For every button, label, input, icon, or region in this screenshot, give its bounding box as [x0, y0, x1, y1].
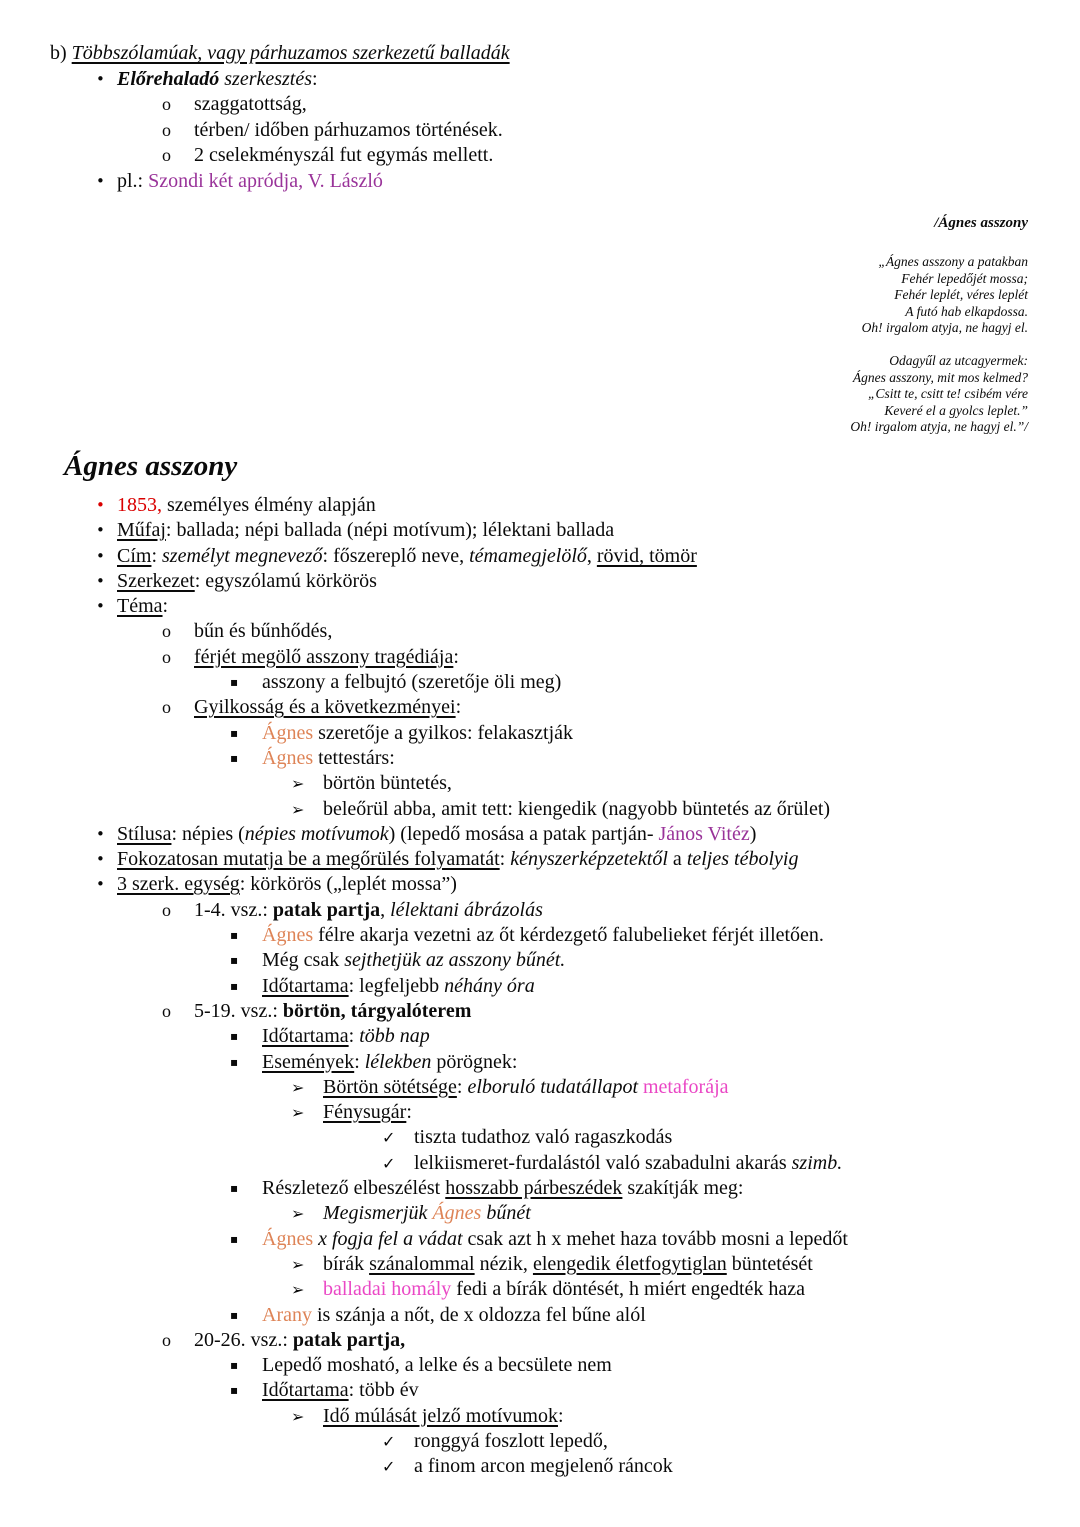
list-line [0, 771, 1080, 796]
text-run: Téma [117, 595, 163, 618]
text-run: 2 cselekményszál fut egymás mellett. [194, 144, 494, 166]
circle-bullet-icon: o [162, 1000, 171, 1021]
text-run: x fogja fel a vádat [318, 1227, 463, 1250]
text-run: több nap [359, 1025, 430, 1048]
list-line [0, 1353, 1080, 1378]
text-run: : egyszólamú körkörös [194, 569, 377, 592]
disc-bullet-icon: • [96, 597, 105, 616]
text-run: személyt megnevező [162, 544, 323, 567]
text-run: szerkesztés [219, 67, 313, 90]
text-run: : főszereplő neve, [322, 544, 470, 567]
circle-bullet-icon: o [162, 697, 171, 718]
text-run: 20-26. vsz.: [194, 1328, 293, 1351]
text-run: a [667, 848, 687, 871]
text-run: börtön büntetés, [323, 772, 452, 795]
disc-bullet-icon: • [96, 824, 105, 843]
disc-bullet-icon: • [96, 546, 105, 565]
circle-bullet-icon: o [162, 1329, 171, 1350]
list-line [0, 1176, 1080, 1201]
list-line [0, 695, 1080, 720]
text-run: Előrehaladó [117, 67, 220, 90]
text-run: : [312, 67, 318, 90]
text-run: személyes élmény alapján [162, 494, 376, 516]
text-run: témamegjelölő [469, 544, 587, 567]
text-run: Ágnes [262, 746, 314, 769]
list-line [0, 670, 1080, 695]
poem-line: „Ágnes asszony a patakban [878, 254, 1028, 269]
square-bullet-icon: ▪ [230, 953, 239, 968]
disc-bullet-icon: • [96, 850, 105, 869]
text-run: : [453, 645, 459, 668]
poem-line: „Csitt te, csitt te! csibém vére [868, 386, 1028, 402]
square-bullet-icon: ▪ [230, 1181, 239, 1196]
text-run: Időtartama [262, 974, 349, 997]
check-bullet-icon: ✓ [382, 1153, 396, 1173]
text-run: beleőrül abba, amit tett: kiengedik (nagyobb büntetés az őrület) [323, 797, 831, 820]
circle-bullet-icon: o [162, 899, 171, 920]
text-run: asszony a felbujtó (szeretője öli meg) [262, 671, 562, 694]
arrow-bullet-icon: ➢ [291, 1254, 305, 1274]
text-run: Események [262, 1050, 355, 1073]
text-run: 1853, [117, 494, 162, 516]
text-run: 3 szerk. egység [117, 873, 240, 896]
square-bullet-icon: ▪ [230, 750, 239, 765]
text-run: lélekben [364, 1050, 432, 1073]
text-run: Többszólamúak, vagy párhuzamos szerkezetű balladák [71, 42, 510, 64]
intro-list-section [0, 41, 1080, 194]
text-run: 5-19. vsz.: [194, 999, 283, 1022]
text-run: , [380, 898, 391, 921]
text-run: elboruló tudatállapot [467, 1075, 638, 1098]
text-run: térben/ időben párhuzamos történések. [194, 118, 503, 141]
list-line [0, 797, 1080, 822]
text-run: : [162, 595, 169, 618]
list-line [0, 1227, 1080, 1252]
poem-line: Oh! irgalom atyja, ne hagyj el.”/ [850, 419, 1028, 435]
text-run: börtön, tárgyalóterem [282, 999, 472, 1022]
list-line [0, 1328, 1080, 1353]
list-line [0, 569, 1080, 594]
text-run: Fénysugár [323, 1101, 407, 1124]
list-line [0, 118, 1080, 144]
text-run: sejthetjük az asszony bűnét. [344, 949, 566, 972]
poem-line: A futó hab elkapdossa. [905, 303, 1028, 319]
list-line [0, 544, 1080, 569]
text-run: Arany [262, 1303, 312, 1326]
text-run: Szondi két apródja, V. László [148, 169, 383, 192]
disc-bullet-icon: • [96, 875, 105, 894]
disc-bullet-icon: • [96, 571, 105, 590]
agnes-asszony-heading: Ágnes asszony [64, 450, 238, 482]
poem-line: Fehér lepedőjét mossa; [901, 270, 1028, 286]
text-run: ronggyá foszlott lepedő, [414, 1429, 608, 1452]
text-run: a finom arcon megjelenő ráncok [414, 1455, 673, 1478]
circle-bullet-icon: o [162, 621, 171, 642]
disc-bullet-icon: • [96, 521, 105, 540]
list-line [0, 1151, 1080, 1176]
text-run: Ágnes [432, 1202, 482, 1225]
text-run: is szánja a nőt, de x oldozza fel bűne alól [311, 1303, 646, 1326]
arrow-bullet-icon: ➢ [291, 799, 305, 819]
text-run: elengedik életfogytiglan [532, 1252, 727, 1275]
square-bullet-icon: ▪ [230, 1383, 239, 1398]
circle-bullet-icon: o [162, 145, 171, 165]
text-run: Börtön sötétsége [323, 1075, 457, 1098]
text-run: Lepedő mosható, a lelke és a becsülete nem [262, 1354, 612, 1377]
list-line [0, 1277, 1080, 1302]
text-run: ) [749, 822, 757, 845]
text-run: népies motívumok [244, 822, 389, 845]
list-line [0, 1100, 1080, 1125]
text-run: Ágnes [262, 1227, 314, 1250]
text-run: : [348, 1025, 360, 1048]
text-run: pl.: [117, 169, 149, 192]
list-line [0, 619, 1080, 644]
text-run: Gyilkosság és a következményei [194, 696, 456, 719]
list-line [0, 746, 1080, 771]
text-run: Időtartama [262, 1379, 349, 1402]
list-line [0, 721, 1080, 746]
list-line [0, 1050, 1080, 1075]
text-run: tiszta tudathoz való ragaszkodás [414, 1126, 673, 1149]
text-run: : [455, 696, 462, 719]
square-bullet-icon: ▪ [230, 1307, 239, 1322]
text-run: : [354, 1050, 365, 1073]
list-line [0, 1303, 1080, 1328]
text-run: néhány óra [444, 974, 535, 997]
text-run: szánalommal [369, 1252, 475, 1275]
text-run: Idő múlását jelző motívumok [323, 1404, 558, 1427]
text-run: Ágnes [262, 721, 314, 744]
arrow-bullet-icon: ➢ [291, 1406, 305, 1426]
poem-stanza [850, 353, 1028, 436]
text-run: : népies ( [171, 822, 245, 845]
check-bullet-icon: ✓ [382, 1457, 396, 1477]
text-run: patak partja, [292, 1328, 406, 1351]
arrow-bullet-icon: ➢ [291, 1280, 305, 1300]
text-run: lelkiismeret-furdalástól való szabadulni akarás [414, 1151, 792, 1174]
list-line [0, 41, 1080, 67]
text-run: b) [50, 42, 72, 64]
disc-bullet-icon: • [96, 496, 105, 514]
circle-bullet-icon: o [162, 94, 171, 114]
poem-quote-title: /Ágnes asszony [934, 215, 1028, 231]
text-run: pörögnek: [431, 1050, 518, 1073]
list-line [0, 872, 1080, 897]
list-line [0, 999, 1080, 1024]
text-run: : legfeljebb [348, 974, 445, 997]
text-run: Ágnes [262, 924, 314, 947]
text-run: : [456, 1075, 468, 1098]
list-line [0, 1378, 1080, 1403]
list-line [0, 1404, 1080, 1429]
poem-line: Odagyűl az utcagyermek: [889, 353, 1028, 368]
list-line [0, 898, 1080, 923]
text-run: : [406, 1101, 412, 1124]
text-run: bírák [323, 1252, 370, 1275]
list-line [0, 67, 1080, 93]
text-run: , [586, 544, 597, 567]
text-run: rövid, tömör [596, 544, 697, 567]
text-run: csak azt h x mehet haza tovább mosni a lepedőt [462, 1227, 848, 1250]
square-bullet-icon: ▪ [230, 928, 239, 943]
list-line [0, 1454, 1080, 1479]
list-line [0, 493, 1080, 518]
text-run: ) (lepedő mosása a patak partján- [388, 822, 659, 845]
list-line [0, 1252, 1080, 1277]
text-run: Megismerjük [323, 1202, 433, 1225]
list-line [0, 1075, 1080, 1100]
text-run: bűnét [481, 1202, 531, 1225]
square-bullet-icon: ▪ [230, 978, 239, 993]
arrow-bullet-icon: ➢ [291, 1204, 305, 1224]
text-run: Részletező elbeszélést [262, 1177, 446, 1200]
text-run: : [557, 1404, 564, 1427]
list-line [0, 1429, 1080, 1454]
check-bullet-icon: ✓ [382, 1431, 396, 1451]
text-run: : körkörös („leplét mossa”) [239, 873, 457, 896]
text-run: : [151, 544, 163, 567]
square-bullet-icon: ▪ [230, 675, 239, 690]
text-run: Szerkezet [117, 569, 195, 592]
circle-bullet-icon: o [162, 646, 171, 667]
text-run: félre akarja vezetni az őt kérdezgető falubelieket férjét illetően. [313, 924, 824, 947]
text-run: balladai homály [323, 1278, 452, 1301]
square-bullet-icon: ▪ [230, 1358, 239, 1373]
text-run: szaggatottság, [194, 93, 307, 115]
text-run: teljes tébolyig [686, 848, 799, 871]
list-line [0, 822, 1080, 847]
disc-bullet-icon: • [96, 69, 105, 88]
poem-line: Oh! irgalom atyja, ne hagyj el. [861, 320, 1028, 336]
list-line [0, 594, 1080, 619]
notes-list-section [0, 493, 1080, 1480]
text-run: : több év [348, 1379, 419, 1402]
check-bullet-icon: ✓ [382, 1128, 396, 1148]
text-run: fedi a bírák döntését, h miért engedték haza [451, 1278, 806, 1301]
text-run: hosszabb párbeszédek [445, 1177, 623, 1200]
text-run: férjét megölő asszony tragédiája [194, 645, 454, 668]
text-run: tettestárs: [313, 746, 395, 769]
disc-bullet-icon: • [96, 171, 105, 190]
circle-bullet-icon: o [162, 119, 171, 140]
poem-stanza [862, 254, 1028, 337]
list-line [0, 518, 1080, 543]
poem-line: Fehér leplét, véres leplét [894, 287, 1028, 303]
text-run: kényszerképzetektől [510, 848, 668, 871]
arrow-bullet-icon: ➢ [291, 1077, 305, 1097]
list-line [0, 92, 1080, 118]
list-line [0, 1024, 1080, 1049]
poem-line: Ágnes asszony, mit mos kelmed? [852, 369, 1028, 385]
text-run: büntetését [726, 1252, 813, 1275]
text-run: Még csak [262, 949, 345, 972]
text-run: bűn és bűnhődés, [194, 620, 333, 643]
list-line [0, 143, 1080, 169]
text-run: Fokozatosan mutatja be a megőrülés folyamatát [117, 848, 500, 871]
text-run: : ballada; népi ballada (népi motívum); lélektani ballada [165, 519, 615, 542]
square-bullet-icon: ▪ [230, 1054, 239, 1069]
text-run: 1-4. vsz.: [194, 898, 273, 921]
poem-line: Keveré el a gyolcs leplet.” [884, 402, 1028, 418]
text-run: : [499, 848, 511, 871]
list-line [0, 923, 1080, 948]
list-line [0, 1125, 1080, 1150]
list-line [0, 169, 1080, 195]
text-run: szeretője a gyilkos: felakasztják [313, 721, 574, 744]
text-run: János Vitéz [658, 822, 750, 845]
list-line [0, 645, 1080, 670]
text-run: szakítják meg: [622, 1177, 744, 1200]
square-bullet-icon: ▪ [230, 1029, 239, 1044]
list-line [0, 847, 1080, 872]
text-run: Időtartama [262, 1025, 349, 1048]
arrow-bullet-icon: ➢ [291, 774, 305, 794]
list-line [0, 1201, 1080, 1226]
text-run: nézik, [474, 1252, 533, 1275]
text-run: szimb. [791, 1151, 843, 1174]
text-run: lélektani ábrázolás [390, 898, 543, 921]
list-line [0, 948, 1080, 973]
square-bullet-icon: ▪ [230, 1231, 239, 1246]
text-run: metaforája [643, 1075, 729, 1098]
arrow-bullet-icon: ➢ [291, 1103, 305, 1123]
text-run: Műfaj [117, 519, 166, 542]
text-run: Cím [117, 544, 152, 567]
text-run: Stílusa [117, 822, 172, 845]
square-bullet-icon: ▪ [230, 725, 239, 740]
list-line [0, 974, 1080, 999]
text-run: patak partja [272, 898, 381, 921]
